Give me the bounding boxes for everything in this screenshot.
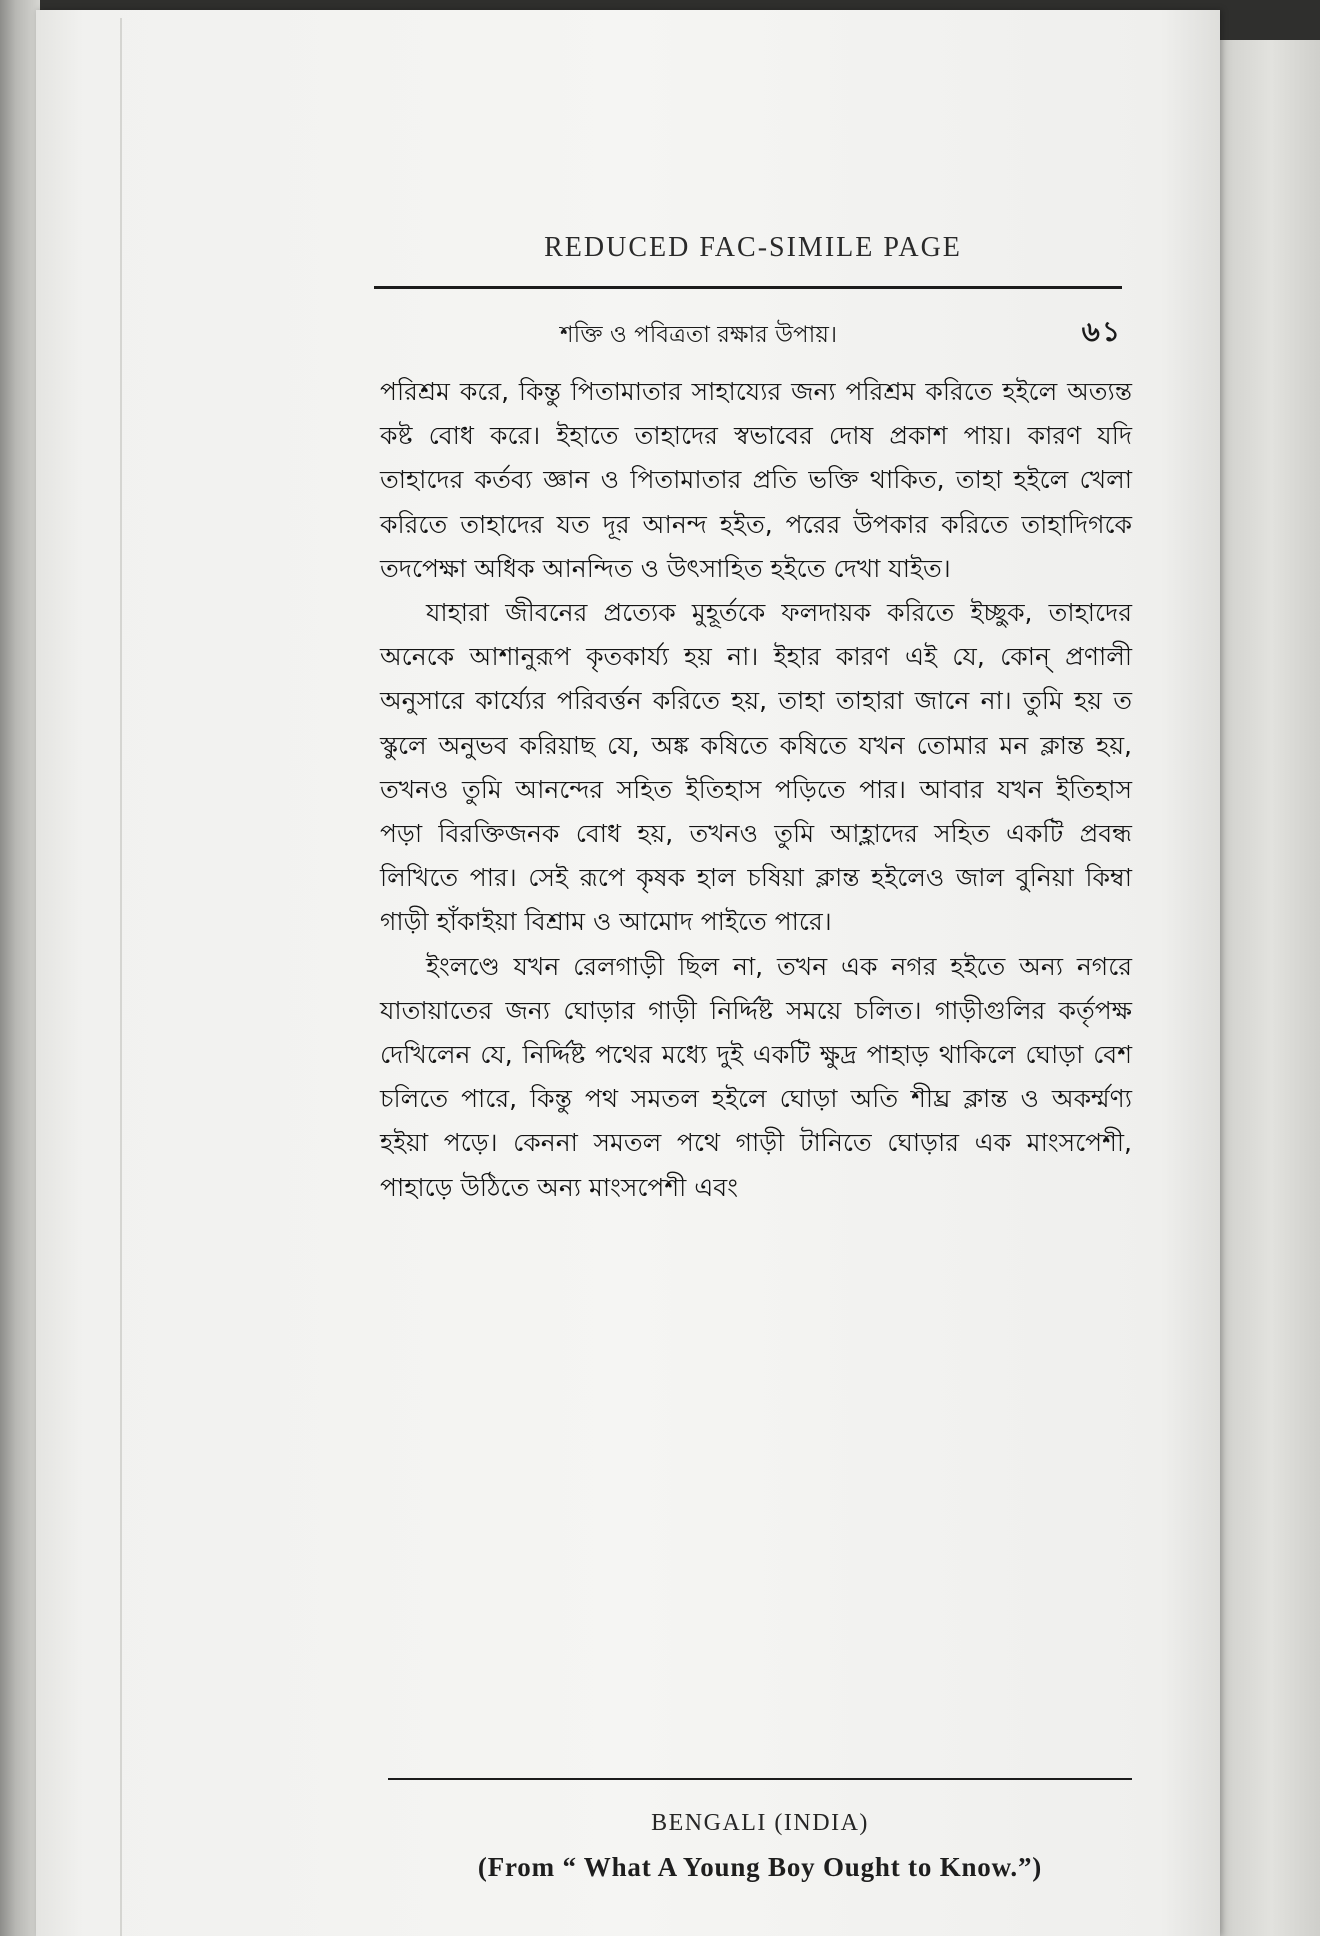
source-label: (From “ What A Young Boy Ought to Know.”) bbox=[477, 1852, 1043, 1882]
body-text bbox=[380, 370, 1132, 1210]
top-rule bbox=[374, 286, 1122, 289]
facsimile-title: REDUCED FAC-SIMILE PAGE bbox=[544, 232, 962, 263]
page-fold-line bbox=[120, 18, 122, 1936]
running-head bbox=[380, 300, 1132, 360]
book-spine bbox=[0, 0, 40, 1936]
running-title: শক্তি ও পবিত্রতা রক্ষার উপায়। bbox=[560, 322, 838, 348]
paragraph-3: ইংলণ্ডে যখন রেলগাড়ী ছিল না, তখন এক নগর হইতে অন্য নগরে যাতায়াতের জন্য ঘোড়ার গাড়ী নির্দ্দিষ্ট সময়ে চলিত। গাড়ীগুলির কর্তৃপক্ষ দেখিলেন যে, নির্দ্দিষ্ট পথের মধ্যে দুই একটি ক্ষুদ্র পাহাড় থাকিলে ঘোড়া বেশ চলিতে পারে, কিন্তু পথ সমতল হইলে ঘোড়া অতি শীঘ্র ক্লান্ত ও অকর্ম্মণ্য হইয়া পড়ে। কেননা সমতল পথে গাড়ী টানিতে ঘোড়ার এক মাংসপেশী, পাহাড়ে উঠিতে অন্য মাংসপেশী এবং bbox=[380, 951, 1132, 1202]
facsimile-content bbox=[380, 300, 1132, 1202]
paragraph-2: যাহারা জীবনের প্রত্যেক মুহূর্তকে ফলদায়ক করিতে ইচ্ছুক, তাহাদের অনেকে আশানুরূপ কৃতকার্য্য হয় না। ইহার কারণ এই যে, কোন্ প্রণালী অনুসারে কার্য্যের পরিবর্ত্তন করিতে হয়, তাহা তাহারা জানে না। তুমি হয় ত স্কুলে অনুভব করিয়াছ যে, অঙ্ক কষিতে কষিতে যখন তোমার মন ক্লান্ত হয়, তখনও তুমি আনন্দের সহিত ইতিহাস পড়িতে পার। আবার যখন ইতিহাস পড়া বিরক্তিজনক বোধ হয়, তখনও তুমি আহ্লাদের সহিত একটি প্রবন্ধ লিখিতে পার। সেই রূপে কৃষক হাল চষিয়া ক্লান্ত হইলেও জাল বুনিয়া কিম্বা গাড়ী হাঁকাইয়া বিশ্রাম ও আমোদ পাইতে পারে। bbox=[380, 598, 1132, 937]
paragraph-1: পরিশ্রম করে, কিন্তু পিতামাতার সাহায্যের জন্য পরিশ্রম করিতে হইলে অত্যন্ত কষ্ট বোধ করে। ইহাতে তাহাদের স্বভাবের দোষ প্রকাশ পায়। কারণ যদি তাহাদের কর্তব্য জ্ঞান ও পিতামাতার প্রতি ভক্তি থাকিত, তাহা হইলে খেলা করিতে তাহাদের যত দূর আনন্দ হইত, পরের উপকার করিতে তাহাদিগকে তদপেক্ষা অধিক আনন্দিত ও উৎসাহিত হইতে দেখা যাইত। bbox=[380, 377, 1132, 583]
page-number: ৬১ bbox=[1081, 315, 1122, 348]
next-page-edge bbox=[1212, 40, 1320, 1936]
language-label: BENGALI (INDIA) bbox=[651, 1810, 869, 1836]
bottom-rule bbox=[388, 1778, 1132, 1780]
